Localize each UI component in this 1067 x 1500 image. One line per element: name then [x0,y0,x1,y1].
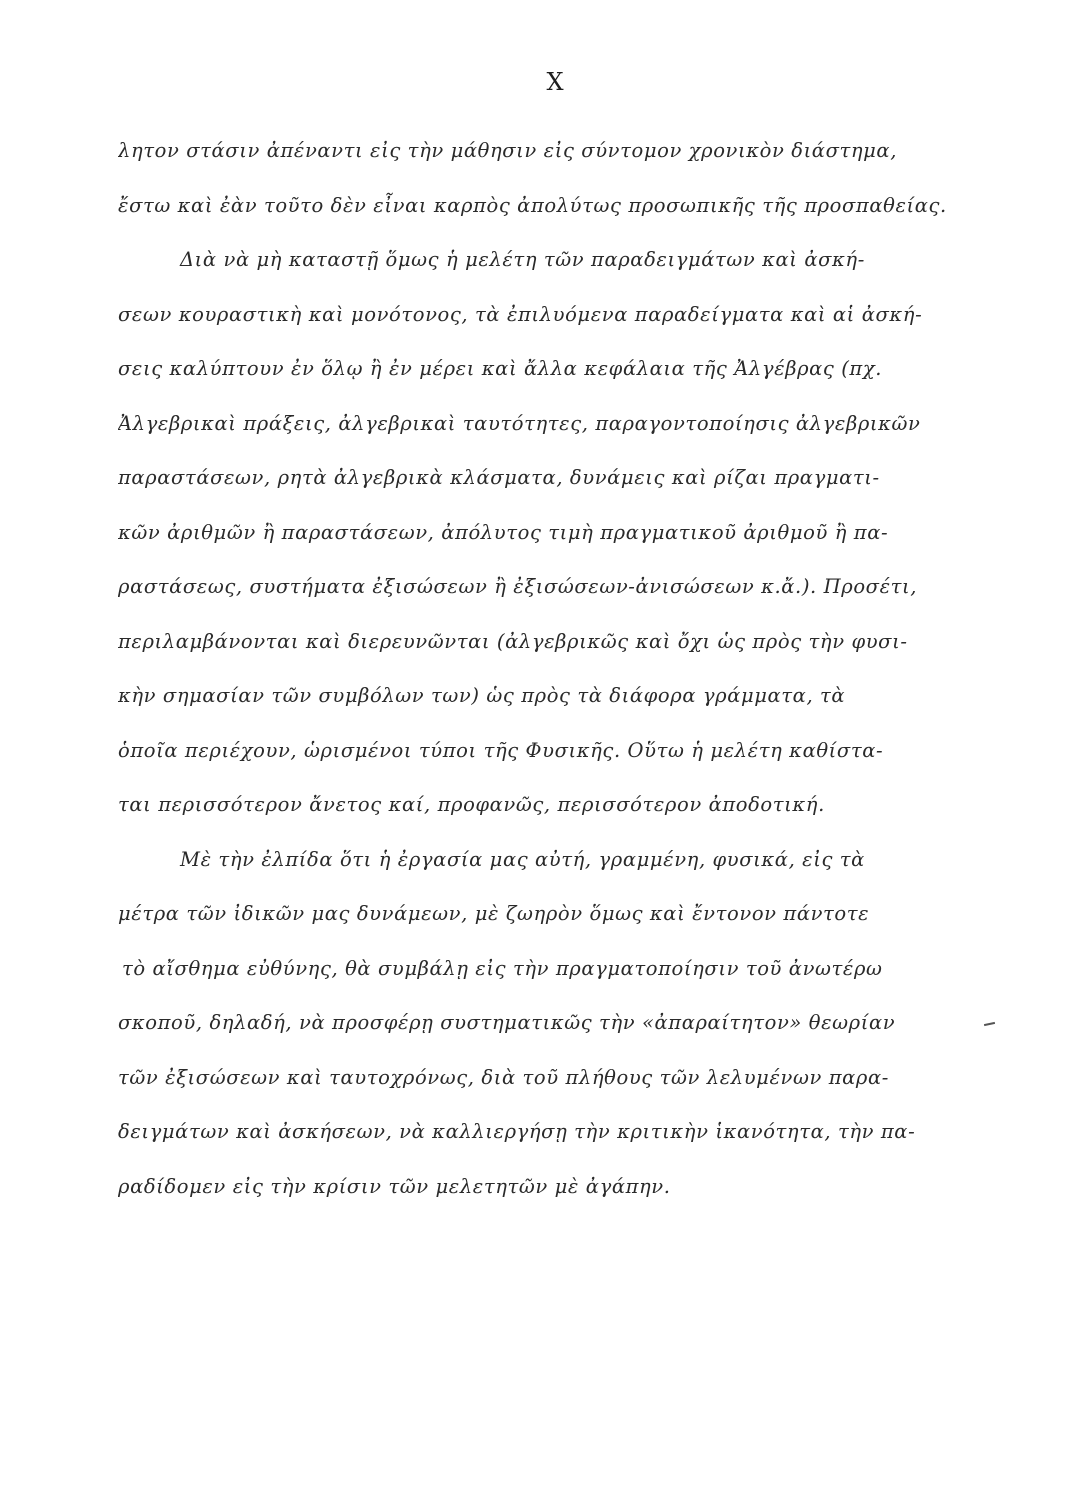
paragraph-start-line: Μὲ τὴν ἐλπίδα ὅτι ἡ ἐργασία μας αὐτή, γραμμένη, φυσικά, εἰς τὰ [180,847,865,871]
text-line: τῶν ἐξισώσεων καὶ ταυτοχρόνως, διὰ τοῦ πλήθους τῶν λελυμένων παρα- [118,1065,889,1089]
text-line: παραστάσεων, ρητὰ ἀλγεβρικὰ κλάσματα, δυνάμεις καὶ ρίζαι πραγματι- [118,466,880,489]
text-line: κῶν ἀριθμῶν ἢ παραστάσεων, ἀπόλυτος τιμὴ πραγματικοῦ ἀριθμοῦ ἢ πα- [118,520,889,544]
handwritten-text-body [118,124,978,1214]
text-line: λητον στάσιν ἀπέναντι εἰς τὴν μάθησιν εἰς σύντομον χρονικὸν διάστημα, [118,139,898,162]
text-line: ραστάσεως, συστήματα ἐξισώσεων ἢ ἐξισώσεων-ἀνισώσεων κ.ἄ.). Προσέτι, [118,575,918,598]
text-line: περιλαμβάνονται καὶ διερευνῶνται (ἀλγεβρικῶς καὶ ὄχι ὡς πρὸς τὴν φυσι- [118,629,908,653]
text-line: σκοποῦ, δηλαδή, νὰ προσφέρῃ συστηματικῶς τὴν «ἀπαραίτητον» θεωρίαν [118,1011,896,1034]
text-line: τὸ αἴσθημα εὐθύνης, θὰ συμβάλῃ εἰς τὴν πραγματοποίησιν τοῦ ἀνωτέρω [122,956,883,980]
paragraph-start-line: Διὰ νὰ μὴ καταστῇ ὅμως ἡ μελέτη τῶν παραδειγμάτων καὶ ἀσκή- [180,248,865,271]
text-line: σεις καλύπτουν ἐν ὅλῳ ἢ ἐν μέρει καὶ ἄλλα κεφάλαια τῆς Ἀλγέβρας (πχ. [118,357,883,380]
margin-pen-mark [984,1022,995,1026]
text-line: ἔστω καὶ ἐὰν τοῦτο δὲν εἶναι καρπὸς ἀπολύτως προσωπικῆς τῆς προσπαθείας. [118,193,947,217]
text-line: ὁποῖα περιέχουν, ὡρισμένοι τύποι τῆς Φυσικῆς. Οὕτω ἡ μελέτη καθίστα- [118,738,884,762]
text-line: ται περισσότερον ἄνετος καί, προφανῶς, περισσότερον ἀποδοτική. [118,793,825,816]
text-line: Ἀλγεβρικαὶ πράξεις, ἀλγεβρικαὶ ταυτότητες, παραγοντοποίησις ἀλγεβρικῶν [118,411,921,435]
text-line: σεων κουραστικὴ καὶ μονότονος, τὰ ἐπιλυόμενα παραδείγματα καὶ αἱ ἀσκή- [118,302,923,326]
text-line: ραδίδομεν εἰς τὴν κρίσιν τῶν μελετητῶν μὲ ἀγάπην. [118,1174,671,1198]
page-number: X [546,68,564,96]
text-line: κὴν σημασίαν τῶν συμβόλων των) ὡς πρὸς τὰ διάφορα γράμματα, τὰ [118,684,846,707]
text-line: μέτρα τῶν ἰδικῶν μας δυνάμεων, μὲ ζωηρὸν ὅμως καὶ ἔντονον πάντοτε [118,902,870,925]
text-line: δειγμάτων καὶ ἀσκήσεων, νὰ καλλιεργήσῃ τὴν κριτικὴν ἱκανότητα, τὴν πα- [118,1120,916,1143]
